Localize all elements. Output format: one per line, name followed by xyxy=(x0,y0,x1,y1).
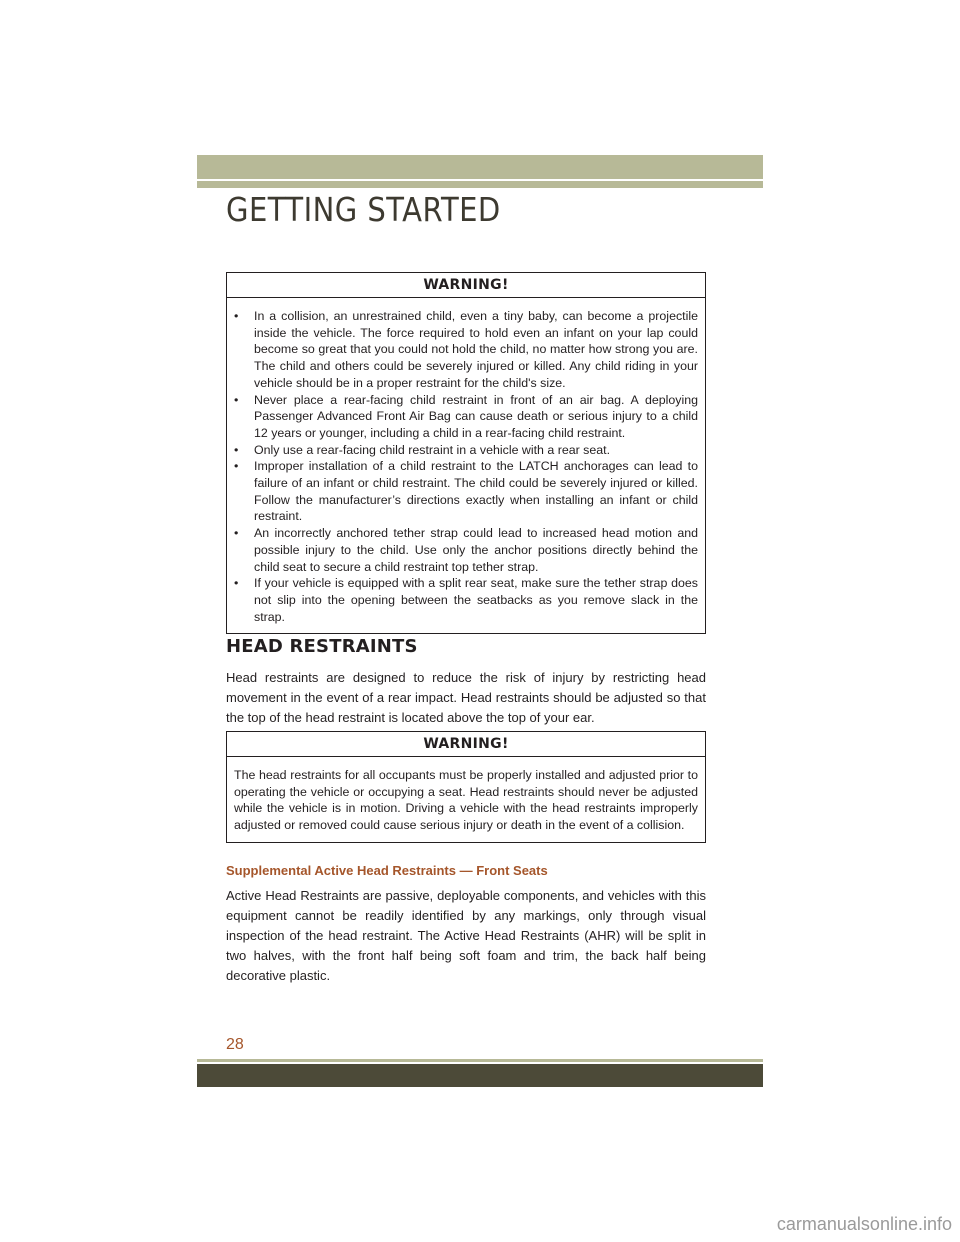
head-restraints-intro: Head restraints are designed to reduce the risk of injury by restricting head movement in the event of a rear impact. Head restraints should be adjusted so that the top of the head restraint is located above the top of your ear. xyxy=(226,670,706,725)
warning-body xyxy=(227,757,705,842)
warning-item: • Only use a rear-facing child restraint in a vehicle with a rear seat. xyxy=(234,442,698,459)
warning-list xyxy=(234,308,698,625)
warning-item: • Never place a rear-facing child restraint in front of an air bag. A deploying Passenger Advanced Front Air Bag can cause death or serious injury to a child 12 years or younger, including a child in a rear-facing child restraint. xyxy=(234,392,698,442)
page-number: 28 xyxy=(226,1036,244,1053)
active-head-restraints-text: Active Head Restraints are passive, deployable components, and vehicles with this equipment cannot be readily identified by any markings, only through visual inspection of the head restraint. The Active Head Restraints (AHR) will be split in two halves, with the front half being soft foam and trim, the back half being decorative plastic. xyxy=(226,888,706,983)
warning-box-head-restraints xyxy=(226,731,706,843)
watermark: carmanualsonline.info xyxy=(776,1214,952,1234)
warning-title: WARNING! xyxy=(227,273,705,298)
warning-text: The head restraints for all occupants must be properly installed and adjusted prior to operating the vehicle or occupying a seat. Head restraints should never be adjusted while the vehicle is in motion. Driving a vehicle with the head restraints improperly adjusted or removed could cause serious injury or death in the event of a collision. xyxy=(234,768,698,833)
warning-title: WARNING! xyxy=(227,732,705,757)
warning-item: • An incorrectly anchored tether strap could lead to increased head motion and possible injury to the child. Use only the anchor positions directly behind the child seat to secure a child restraint top tether strap. xyxy=(234,525,698,575)
footer-rule xyxy=(197,1059,763,1062)
warning-item: • Improper installation of a child restraint to the LATCH anchorages can lead to failure of an infant or child restraint. The child could be severely injured or killed. Follow the manufacturer’s directions exactly when installing an infant or child restraint. xyxy=(234,458,698,525)
footer-band xyxy=(197,1064,763,1087)
header-band xyxy=(197,155,763,179)
warning-body xyxy=(227,298,705,633)
warning-item: • In a collision, an unrestrained child, even a tiny baby, can become a projectile inside the vehicle. The force required to hold even an infant on your lap could become so great that you could not hold the child, no matter how strong you are. The child and others could be severely injured or killed. Any child riding in your vehicle should be in a proper restraint for the child's size. xyxy=(234,308,698,392)
header-rule xyxy=(197,181,763,188)
active-head-restraints-subheading: Supplemental Active Head Restraints — Front Seats xyxy=(226,863,548,878)
warning-box-child-restraints xyxy=(226,272,706,634)
head-restraints-heading: HEAD RESTRAINTS xyxy=(226,636,418,657)
section-title: GETTING STARTED xyxy=(226,190,501,229)
warning-item: • If your vehicle is equipped with a split rear seat, make sure the tether strap does not slip into the opening between the seatbacks as you remove slack in the strap. xyxy=(234,575,698,625)
